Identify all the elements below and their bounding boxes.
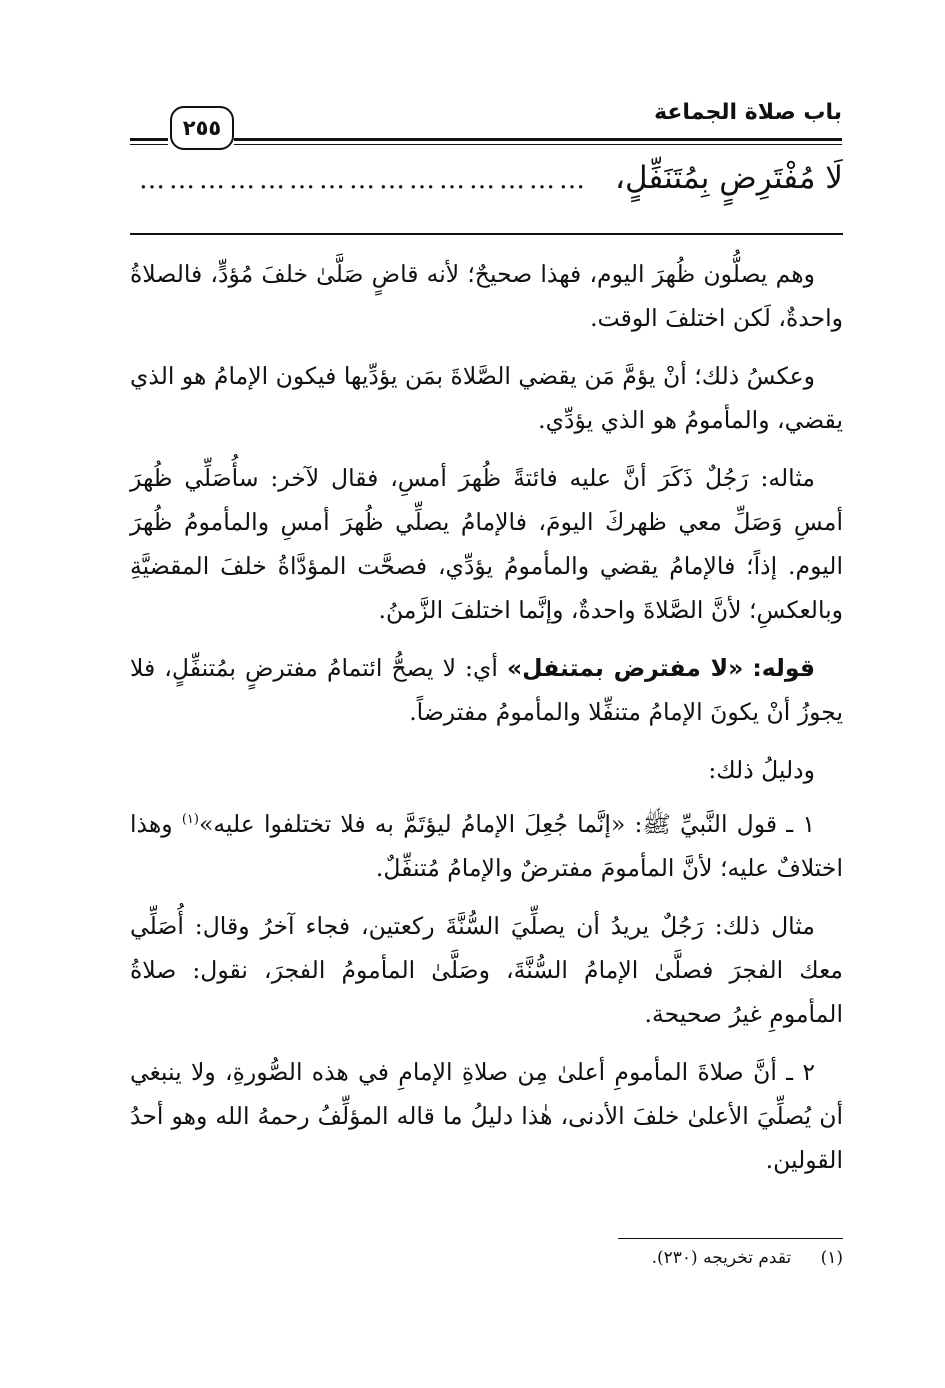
footnote bbox=[130, 1248, 843, 1268]
header-rule-left-thin bbox=[130, 144, 168, 145]
page-number: ٢٥٥ bbox=[170, 106, 234, 150]
footnote-rule bbox=[618, 1238, 843, 1239]
lead-label: قوله: bbox=[752, 654, 815, 682]
footnote-ref[interactable]: (١) bbox=[181, 812, 199, 827]
section-separator bbox=[130, 233, 843, 235]
header-rule-thick bbox=[234, 138, 842, 141]
commentary-body bbox=[130, 252, 843, 1196]
paragraph: مثال ذلك: رَجُلٌ يريدُ أن يصلِّيَ السُّنَّةَ ركعتين، فجاء آخرُ وقال: أُصَلِّي معك الفجرَ فصلَّىٰ الإمامُ السُّنَّةَ، وصَلَّىٰ المأمومُ الفجرَ، نقول: صلاةُ المأمومِ غيرُ صحيحة. bbox=[130, 911, 843, 1028]
paragraph: ودليلُ ذلك: bbox=[708, 756, 815, 784]
paragraph-text: وهذا اختلافٌ عليه؛ لأنَّ المأمومَ مفترضٌ والإمامُ مُتنفِّلٌ. bbox=[130, 809, 843, 882]
matn-verse: لَا مُفْتَرِضٍ بِمُتَنَفِّلٍ، bbox=[614, 160, 843, 196]
lead-quote: «لا مفترض بمتنفل» bbox=[506, 654, 744, 682]
matn-verse-line bbox=[130, 160, 843, 196]
footnote-text: تقدم تخريجه (٢٣٠). bbox=[651, 1248, 792, 1268]
header-rule-left-thick bbox=[130, 138, 168, 141]
paragraph: مثاله: رَجُلٌ ذَكَرَ أنَّ عليه فائتةً ظُهرَ أمسِ، فقال لآخر: سأُصَلِّي ظُهرَ أمسِ وَصَلِّ معي ظهركَ اليومَ، فالإمامُ يصلِّي ظُهرَ أمسِ والمأمومُ ظُهرَ اليوم. إذاً؛ فالإمامُ يقضي والمأمومُ يؤدِّي، فصحَّت المؤدَّاةُ خلفَ المقضيَّةِ وبالعكسِ؛ لأنَّ الصَّلاةَ واحدةٌ، وإنَّما اختلفَ الزَّمنُ. bbox=[130, 464, 843, 624]
paragraph: وعكسُ ذلك؛ أنْ يؤمَّ مَن يقضي الصَّلاةَ بمَن يؤدِّيها فيكون الإمامُ هو الذي يقضي، والمأمومُ هو الذي يؤدِّي. bbox=[130, 362, 843, 434]
header-rule-thin bbox=[234, 144, 842, 145]
paragraph: وهم يصلُّون ظُهرَ اليوم، فهذا صحيحٌ؛ لأنه قاضٍ صَلَّىٰ خلفَ مُؤدٍّ، فالصلاةُ واحدةٌ، لَكن اختلفَ الوقت. bbox=[130, 260, 843, 332]
paragraph-with-lead bbox=[130, 646, 843, 734]
matn-dots: ……………………………………… bbox=[138, 165, 589, 195]
paragraph-text: ١ ـ قول النَّبيِّ ﷺ: «إنَّما جُعِلَ الإمامُ ليؤتَمَّ به فلا تختلفوا عليه» bbox=[198, 809, 815, 838]
paragraph-with-footnote bbox=[130, 798, 843, 890]
chapter-title: باب صلاة الجماعة bbox=[654, 100, 842, 125]
running-header bbox=[130, 98, 842, 158]
footnote-number: (١) bbox=[820, 1248, 843, 1268]
paragraph: ٢ ـ أنَّ صلاةَ المأمومِ أعلىٰ مِن صلاةِ الإمامِ في هذه الصُّورةِ، ولا ينبغي أن يُصلِّيَ الأعلىٰ خلفَ الأدنى، هٰذا دليلُ ما قاله المؤلِّفُ رحمهُ الله وهو أحدُ القولين. bbox=[130, 1057, 843, 1174]
paragraph-text: أي: لا يصحُّ ائتمامُ مفترضٍ بمُتنفِّلٍ، فلا يجوزُ أنْ يكونَ الإمامُ متنفِّلا والمأمومُ مفترضاً. bbox=[130, 654, 843, 726]
